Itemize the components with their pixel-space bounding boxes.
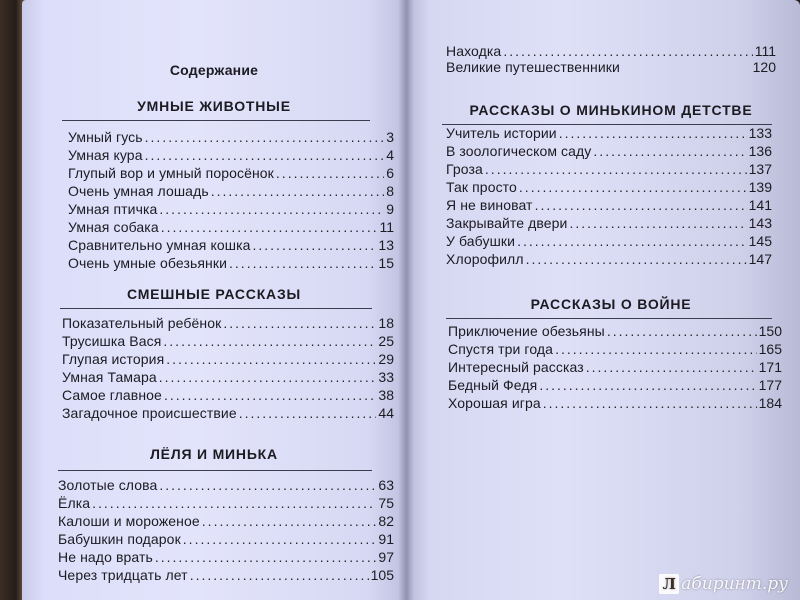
toc-entry[interactable] — [58, 548, 394, 566]
section-divider — [62, 120, 370, 121]
toc-entry[interactable] — [58, 512, 394, 530]
entry-page: 150 — [758, 323, 782, 339]
entry-page: 97 — [378, 549, 394, 565]
entry-title: Золотые слова — [58, 477, 158, 493]
entry-title: Умная собака — [68, 219, 159, 235]
entry-page: 82 — [378, 513, 394, 529]
entry-title: Находка — [446, 43, 502, 59]
toc-entry[interactable] — [448, 358, 782, 376]
leader-dots — [539, 376, 756, 394]
entry-page: 18 — [378, 315, 394, 331]
toc-entry[interactable] — [58, 476, 394, 494]
section-divider — [58, 470, 372, 471]
entry-title: Показательный ребёнок — [62, 315, 222, 331]
leader-dots — [159, 476, 376, 494]
entry-title: Не надо врать — [58, 549, 153, 565]
leader-dots — [161, 218, 378, 236]
toc-entry[interactable] — [58, 530, 394, 548]
leader-dots — [229, 254, 376, 272]
toc-entry[interactable] — [62, 314, 394, 332]
entry-title: Очень умная лошадь — [68, 183, 209, 199]
entry-title: Гроза — [446, 161, 483, 177]
entry-title: Так просто — [446, 179, 517, 195]
leader-dots — [543, 394, 757, 412]
leader-dots — [211, 182, 384, 200]
entry-page: 13 — [378, 237, 394, 253]
toc-entry[interactable] — [58, 566, 394, 584]
entry-page: 105 — [370, 567, 394, 583]
labirint-logo-icon: Л — [659, 574, 679, 594]
entry-title: Загадочное происшествие — [62, 405, 237, 421]
toc-entry[interactable] — [446, 250, 772, 268]
leader-dots — [517, 232, 747, 250]
leader-dots — [166, 350, 376, 368]
section-heading: ЛЁЛЯ И МИНЬКА — [150, 446, 278, 462]
entry-title: Самое главное — [62, 387, 162, 403]
entry-page: 143 — [748, 215, 772, 231]
leader-dots — [535, 196, 747, 214]
entry-page: 141 — [748, 197, 772, 213]
toc-title: Содержание — [169, 62, 259, 78]
entry-title: Закрывайте двери — [446, 215, 568, 231]
leader-dots — [593, 142, 746, 160]
entry-title: Спустя три года — [448, 341, 554, 357]
leader-dots — [183, 530, 377, 548]
watermark — [659, 574, 788, 594]
leader-dots — [164, 386, 376, 404]
entry-title: Умная Тамара — [62, 369, 157, 385]
leader-dots — [159, 200, 384, 218]
entry-title: Я не виноват — [446, 197, 533, 213]
entry-page: 139 — [748, 179, 772, 195]
toc-entry[interactable] — [446, 124, 772, 142]
toc-entry[interactable] — [446, 232, 772, 250]
leader-dots — [145, 146, 385, 164]
entry-page: 177 — [758, 377, 782, 393]
leader-dots — [555, 340, 757, 358]
entry-page: 33 — [378, 369, 394, 385]
leader-dots — [519, 178, 747, 196]
entry-title: Бедный Федя — [448, 377, 538, 393]
leader-dots — [559, 124, 747, 142]
toc-entry[interactable] — [62, 332, 394, 350]
toc-entry[interactable] — [68, 146, 394, 164]
toc-entry[interactable] — [68, 200, 394, 218]
watermark-text: абиринт.ру — [681, 574, 788, 594]
section-heading: РАССКАЗЫ О ВОЙНЕ — [530, 296, 692, 312]
entry-title: Глупая история — [62, 351, 165, 367]
entry-page: 165 — [758, 341, 782, 357]
left-page — [22, 0, 406, 600]
toc-entry[interactable] — [68, 236, 394, 254]
entry-page: 147 — [748, 251, 772, 267]
entry-title: У бабушки — [446, 233, 516, 249]
section-heading: УМНЫЕ ЖИВОТНЫЕ — [137, 98, 291, 114]
leader-dots — [163, 332, 376, 350]
toc-entry[interactable] — [62, 368, 394, 386]
entry-title: Великие путешественники — [446, 59, 620, 75]
toc-entry[interactable] — [448, 394, 782, 412]
leader-dots — [155, 548, 377, 566]
entry-page: 15 — [378, 255, 394, 271]
leader-dots — [239, 404, 377, 422]
entry-title: Интересный рассказ — [448, 359, 584, 375]
leader-dots — [253, 236, 377, 254]
entry-title: Умный гусь — [68, 129, 143, 145]
leader-dots — [485, 160, 747, 178]
entry-page: 184 — [758, 395, 782, 411]
entry-page: 136 — [748, 143, 772, 159]
right-page — [406, 0, 800, 600]
entry-page: 38 — [378, 387, 394, 403]
entry-page: 44 — [378, 405, 394, 421]
entry-title: В зоологическом саду — [446, 143, 592, 159]
toc-entry[interactable] — [68, 164, 394, 182]
toc-entry[interactable] — [68, 128, 394, 146]
entry-title: Хлорофилл — [446, 251, 524, 267]
entry-title: Умная кура — [68, 147, 143, 163]
toc-entry[interactable] — [62, 404, 394, 422]
toc-entry[interactable] — [68, 254, 394, 272]
entry-page: 4 — [386, 147, 394, 163]
entry-title: Бабушкин подарок — [58, 531, 181, 547]
toc-entry[interactable] — [62, 386, 394, 404]
entry-page: 29 — [378, 351, 394, 367]
entry-page: 91 — [378, 531, 394, 547]
entry-page: 11 — [379, 219, 394, 235]
entry-page: 137 — [748, 161, 772, 177]
leader-dots — [276, 164, 384, 182]
leader-dots — [569, 214, 746, 232]
entry-page: 133 — [748, 125, 772, 141]
entry-page: 171 — [758, 359, 782, 375]
entry-title: Приключение обезьяны — [448, 323, 605, 339]
section-heading: РАССКАЗЫ О МИНЬКИНОМ ДЕТСТВЕ — [469, 102, 753, 118]
leader-dots — [202, 512, 377, 530]
toc-entry[interactable] — [446, 58, 776, 76]
section-heading: СМЕШНЫЕ РАССКАЗЫ — [126, 286, 302, 302]
book-gutter — [398, 0, 414, 600]
entry-page: 6 — [386, 165, 394, 181]
toc-entry[interactable] — [448, 376, 782, 394]
toc-entry[interactable] — [446, 142, 772, 160]
leader-dots — [92, 494, 376, 512]
leader-dots — [159, 368, 377, 386]
section-divider — [60, 308, 372, 309]
entry-page: 9 — [386, 201, 394, 217]
entry-page: 3 — [386, 129, 394, 145]
toc-entry[interactable] — [446, 178, 772, 196]
entry-page: 25 — [378, 333, 394, 349]
entry-page: 75 — [378, 495, 394, 511]
entry-title: Калоши и мороженое — [58, 513, 200, 529]
entry-title: Очень умные обезьянки — [68, 255, 228, 271]
toc-entry[interactable] — [446, 160, 772, 178]
entry-page: 120 — [752, 59, 776, 75]
leader-dots — [145, 128, 385, 146]
section-divider — [446, 318, 772, 319]
entry-title: Ёлка — [58, 495, 91, 511]
toc-entry[interactable] — [446, 214, 772, 232]
entry-page: 111 — [754, 43, 776, 59]
leader-dots — [526, 250, 747, 268]
entry-title: Умная птичка — [68, 201, 158, 217]
toc-entry[interactable] — [448, 322, 782, 340]
toc-entry[interactable] — [62, 350, 394, 368]
toc-entry[interactable] — [68, 218, 394, 236]
entry-title: Глупый вор и умный поросёнок — [68, 165, 274, 181]
leader-dots — [607, 322, 757, 340]
entry-title: Учитель истории — [446, 125, 557, 141]
entry-page: 63 — [378, 477, 394, 493]
leader-dots — [223, 314, 376, 332]
entry-title: Сравнительно умная кошка — [68, 237, 251, 253]
leader-dots — [586, 358, 757, 376]
leader-dots — [190, 566, 369, 584]
entry-title: Хорошая игра — [448, 395, 541, 411]
toc-entry[interactable] — [446, 196, 772, 214]
entry-page: 145 — [748, 233, 772, 249]
entry-title: Через тридцать лет — [58, 567, 188, 583]
toc-entry[interactable] — [68, 182, 394, 200]
entry-title: Трусишка Вася — [62, 333, 162, 349]
entry-page: 8 — [386, 183, 394, 199]
toc-entry[interactable] — [448, 340, 782, 358]
toc-entry[interactable] — [58, 494, 394, 512]
